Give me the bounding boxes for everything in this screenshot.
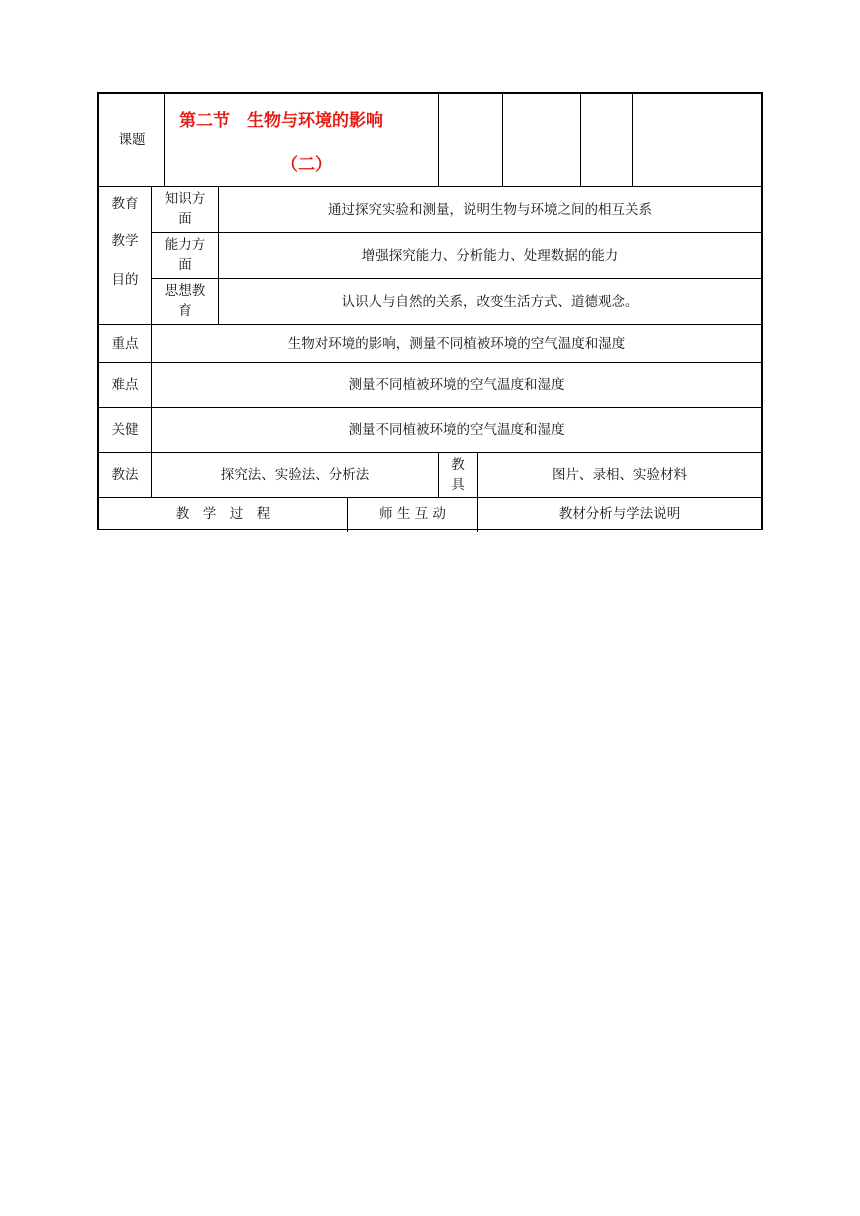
objective-category-knowledge: 知识方 面: [164, 191, 206, 227]
subject-label-text: 课题: [118, 132, 146, 148]
footer-teaching-process: 教 学 过 程: [175, 506, 271, 522]
objectives-label: [99, 187, 151, 324]
methods-content: 探究法、实验法、分析法: [220, 467, 370, 483]
objectives-label-line1: 教育: [111, 196, 139, 212]
objectives-label-line3: 目的: [111, 272, 139, 288]
footer-interaction: 师 生 互 动: [379, 506, 446, 522]
difficulty-content: 测量不同植被环境的空气温度和湿度: [348, 377, 565, 393]
objective-category-ideology: 思想教 育: [164, 283, 206, 319]
methods-label: 教法: [111, 467, 139, 483]
objective-content-ability: 增强探究能力、分析能力、处理数据的能力: [361, 247, 619, 264]
footer-analysis: 教材分析与学法说明: [558, 506, 681, 522]
lesson-title-line1: 第二节 生物与环境的影响: [179, 111, 383, 131]
crux-label: 关健: [111, 422, 139, 438]
objective-content-ideology: 认识人与自然的关系，改变生活方式、道德观念。: [341, 293, 639, 310]
difficulty-label: 难点: [111, 377, 139, 393]
key-point-content: 生物对环境的影响，测量不同植被环境的空气温度和湿度: [287, 335, 626, 352]
key-point-label: 重点: [111, 335, 139, 352]
crux-content: 测量不同植被环境的空气温度和湿度: [348, 422, 565, 438]
objective-category-ability: 能力方 面: [164, 237, 206, 273]
lesson-plan-table: [97, 92, 763, 530]
tools-content: 图片、录相、实验材料: [552, 467, 687, 483]
objective-content-knowledge: 通过探究实验和测量，说明生物与环境之间的相互关系: [328, 201, 652, 218]
subject-label: [99, 94, 165, 186]
tools-label: 教 具: [451, 457, 465, 493]
lesson-title-line2: （二）: [281, 155, 332, 175]
objectives-label-line2: 教学: [111, 233, 139, 249]
